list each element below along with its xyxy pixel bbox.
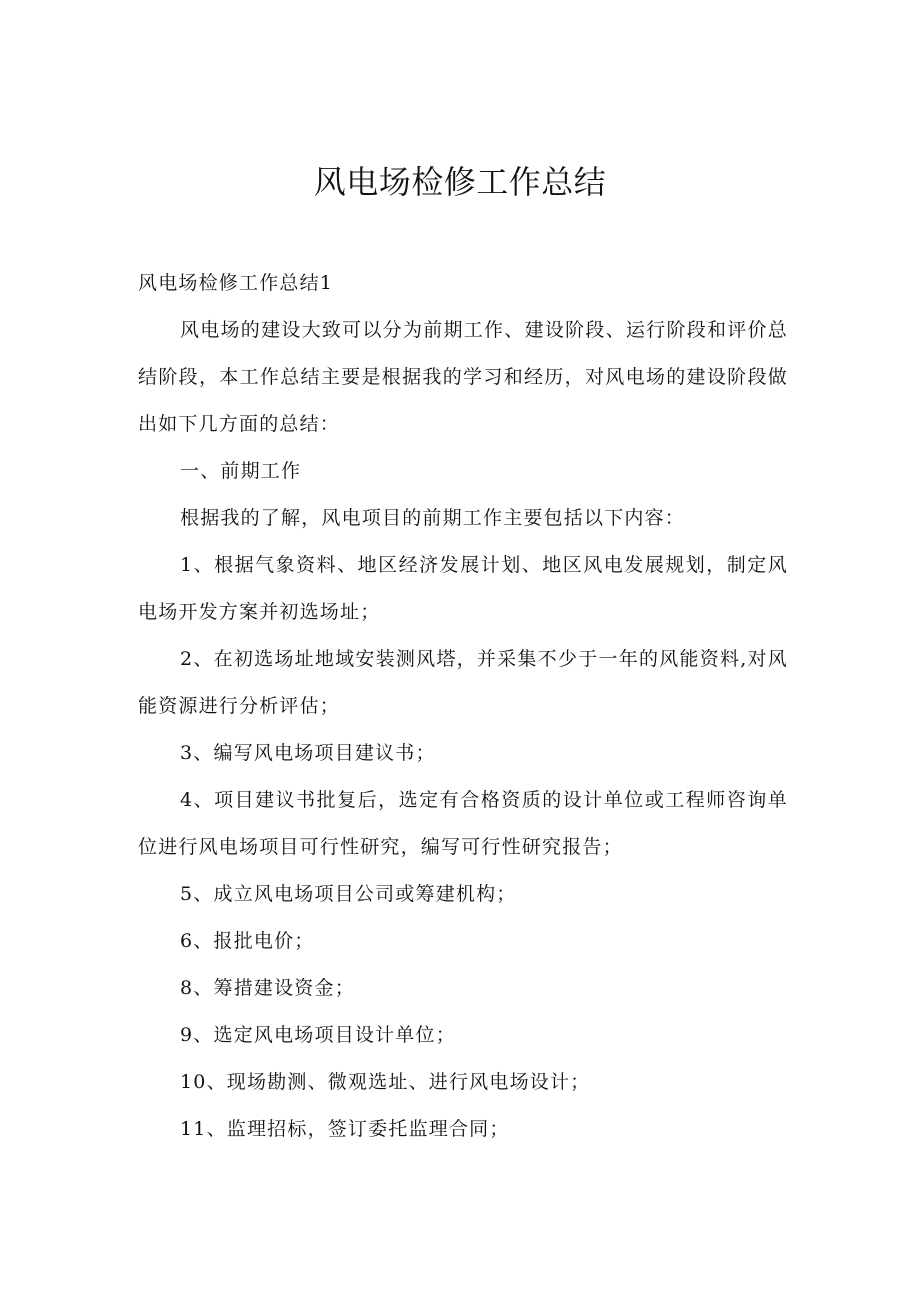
list-item-10: 10、现场勘测、微观选址、进行风电场设计； <box>180 1071 591 1093</box>
section-heading: 风电场检修工作总结1 <box>138 272 334 294</box>
paragraph-preliminary-content: 根据我的了解，风电项目的前期工作主要包括以下内容： <box>180 507 686 529</box>
list-item-6: 6、报批电价； <box>180 930 315 952</box>
document-body <box>138 260 788 1153</box>
section-title-preliminary-work: 一、前期工作 <box>180 460 302 482</box>
paragraph-intro: 风电场的建设大致可以分为前期工作、建设阶段、运行阶段和评价总结阶段，本工作总结主要是根据我的学习和经历，对风电场的建设阶段做出如下几方面的总结： <box>138 319 788 435</box>
list-item-2: 2、在初选场址地域安装测风塔，并采集不少于一年的风能资料,对风能资源进行分析评估； <box>138 648 788 717</box>
list-item-1: 1、根据气象资料、地区经济发展计划、地区风电发展规划，制定风电场开发方案并初选场址； <box>138 554 788 623</box>
list-item-8: 8、筹措建设资金； <box>180 977 355 999</box>
list-item-11: 11、监理招标，签订委托监理合同； <box>180 1118 510 1140</box>
document-title: 风电场检修工作总结 <box>313 163 607 201</box>
list-item-9: 9、选定风电场项目设计单位； <box>180 1024 456 1046</box>
list-item-5: 5、成立风电场项目公司或筹建机构； <box>180 883 517 905</box>
list-item-4: 4、项目建议书批复后，选定有合格资质的设计单位或工程师咨询单位进行风电场项目可行性研究，编写可行性研究报告； <box>138 789 788 858</box>
list-item-3: 3、编写风电场项目建议书； <box>180 742 436 764</box>
